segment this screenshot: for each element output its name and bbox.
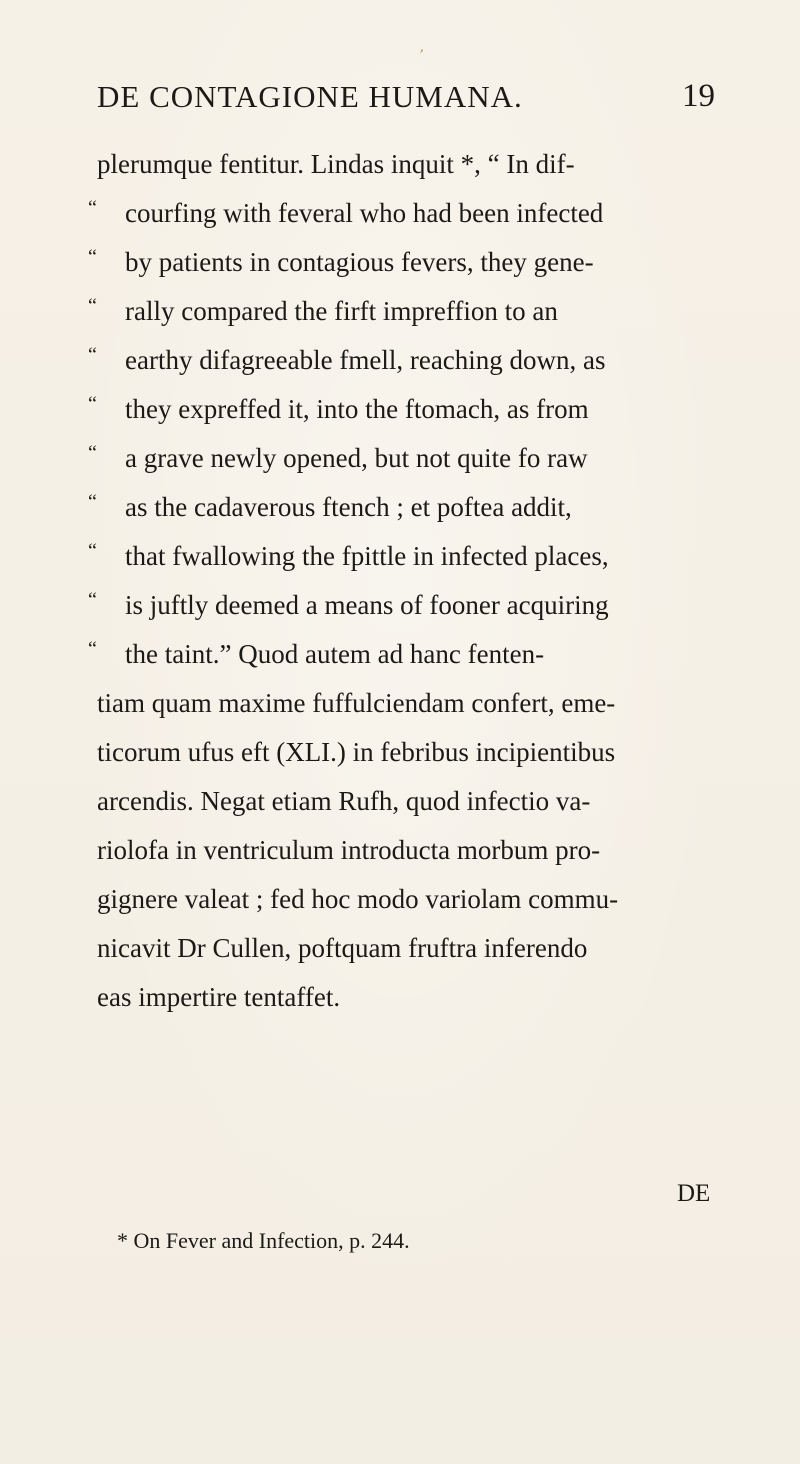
page-number: 19 [682,78,715,114]
line-text: ticorum ufus eft (XLI.) in febribus incipientibus [97,737,616,767]
line-text: a grave newly opened, but not quite fo raw [125,443,588,473]
footnote: * On Fever and Infection, p. 244. [117,1228,410,1253]
line-text: tiam quam maxime fuffulciendam confert, eme- [97,688,616,718]
quote-mark: “ [88,442,97,464]
running-head-title: DE CONTAGIONE HUMANA. [97,79,523,114]
text-line [0,977,800,1025]
line-text: gignere valeat ; fed hoc modo variolam commu- [97,884,619,914]
line-text: rally compared the firft impreffion to an [125,296,558,326]
line-text: they expreffed it, into the ftomach, as from [125,394,589,424]
text-line [0,389,800,437]
line-text: arcendis. Negat etiam Rufh, quod infectio va- [97,786,591,816]
line-text: eas impertire tentaffet. [97,982,341,1012]
line-text: earthy difagreeable fmell, reaching down, as [125,345,606,375]
text-line [0,144,800,192]
text-line [0,291,800,339]
line-text: nicavit Dr Cullen, poftquam fruftra inferendo [97,933,588,963]
line-text: courfing with feveral who had been infected [125,198,604,228]
quote-mark: “ [88,344,97,366]
text-line [0,683,800,731]
text-line [0,732,800,780]
text-line [0,830,800,878]
quote-mark: “ [88,589,97,611]
quote-mark: “ [88,393,97,415]
line-text: as the cadaverous ftench ; et poftea addit, [125,492,572,522]
quote-mark: “ [88,540,97,562]
line-text: by patients in contagious fevers, they gene- [125,247,594,277]
quote-mark: “ [88,491,97,513]
text-line [0,487,800,535]
text-line [0,438,800,486]
text-line [0,340,800,388]
catchword: DE [677,1180,711,1207]
text-line [0,928,800,976]
text-line [0,879,800,927]
text-line [0,634,800,682]
line-text: that fwallowing the fpittle in infected places, [125,541,609,571]
line-text: the taint.” Quod autem ad hanc fenten- [125,639,545,669]
text-line [0,585,800,633]
quote-mark: “ [88,197,97,219]
running-head [0,0,800,140]
quote-mark: “ [88,246,97,268]
text-line [0,781,800,829]
line-text: riolofa in ventriculum introducta morbum pro- [97,835,601,865]
text-line [0,193,800,241]
line-text: is juftly deemed a means of fooner acquiring [125,590,609,620]
text-line [0,536,800,584]
quote-mark: “ [88,638,97,660]
text-line [0,242,800,290]
line-text: plerumque fentitur. Lindas inquit *, “ In dif- [97,149,575,179]
ink-speck: , [418,39,428,56]
quote-mark: “ [88,295,97,317]
